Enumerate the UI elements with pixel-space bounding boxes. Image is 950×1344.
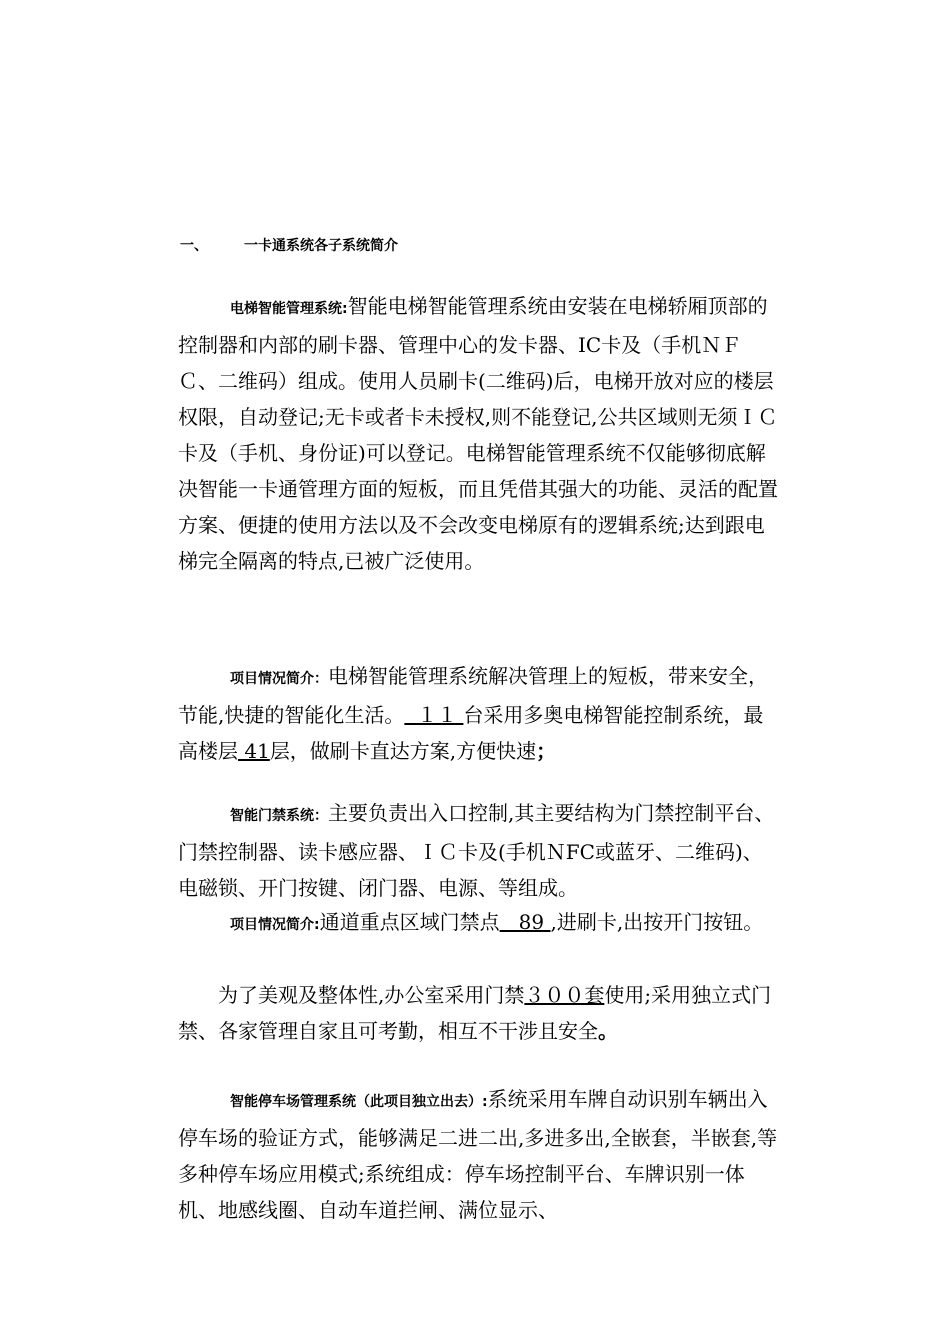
access-project-text-2: ,进刷卡,出按开门按钮。 [550,910,764,934]
parking-paragraph [178,1081,778,1228]
access-paragraph [178,795,778,906]
elevator-floors: 41 [238,739,270,763]
access-points: 89 [499,910,551,934]
office-paragraph [178,977,778,1049]
elevator-text: 智能电梯智能管理系统由安装在电梯轿厢顶部的控制器和内部的刷卡器、管理中心的发卡器、IC卡及（手机ＮＦＣ、二维码）组成。使用人员刷卡(二维码)后，电梯开放对应的楼层权限，自动登记;无卡或者卡未授权,则不能登记,公共区域则无须ＩＣ卡及（手机、身份证)可以登记。电梯智能管理系统不仅能够彻底解决智能一卡通管理方面的短板，而且凭借其强大的功能、灵活的配置方案、便捷的使用方法以及不会改变电梯原有的逻辑系统;达到跟电梯完全隔离的特点,已被广泛使用。 [178,294,778,573]
elevator-project-text-3: 层，做刷卡直达方案,方便快速 [269,739,537,763]
access-text: 主要负责出入口控制,其主要结构为门禁控制平台、门禁控制器、读卡感应器、ＩＣ卡及(手机ＮFC或蓝牙、二维码)、电磁锁、开门按键、闭门器、电源、等组成。 [178,801,775,900]
access-project-text-1: 通道重点区域门禁点 [319,910,500,934]
office-text-2: 使用;采用独立式门禁、各家管理自家且可考勤，相互不干涉且安全 [178,983,772,1043]
elevator-project-lead: 项目情况简介： [230,671,328,687]
elevator-project-text-2: 台采用多奥电梯智能控制系统，最高楼层 [178,703,764,763]
access-lead: 智能门禁系统： [230,808,328,824]
elevator-project-paragraph [178,658,778,769]
elevator-count: １１ [404,703,464,727]
section-heading [180,236,398,256]
parking-text: 系统采用车牌自动识别车辆出入停车场的验证方式，能够满足二进二出,多进多出,全嵌套，半嵌套,等多种停车场应用模式;系统组成：停车场控制平台、车牌识别一体机、地感线圈、自动车道拦闸、满位显示、 [178,1087,778,1222]
office-text-1: 为了美观及整体性,办公室采用门禁 [218,983,525,1007]
elevator-project-text-1: 电梯智能管理系统解决管理上的短板，带来安全，节能,快捷的智能化生活。 [178,664,768,727]
elevator-paragraph [178,288,778,579]
office-end: 。 [598,1019,618,1043]
access-project-lead: 项目情况简介: [230,917,320,933]
access-project-paragraph [178,904,778,943]
section-number: 一、 [180,238,208,254]
section-title: 一卡通系统各子系统简介 [244,238,398,254]
office-sets: ３００套 [524,983,605,1007]
parking-lead: 智能停车场管理系统（此项目独立出去）: [230,1094,488,1110]
elevator-project-end: ； [536,739,557,763]
elevator-lead: 电梯智能管理系统: [230,301,348,317]
